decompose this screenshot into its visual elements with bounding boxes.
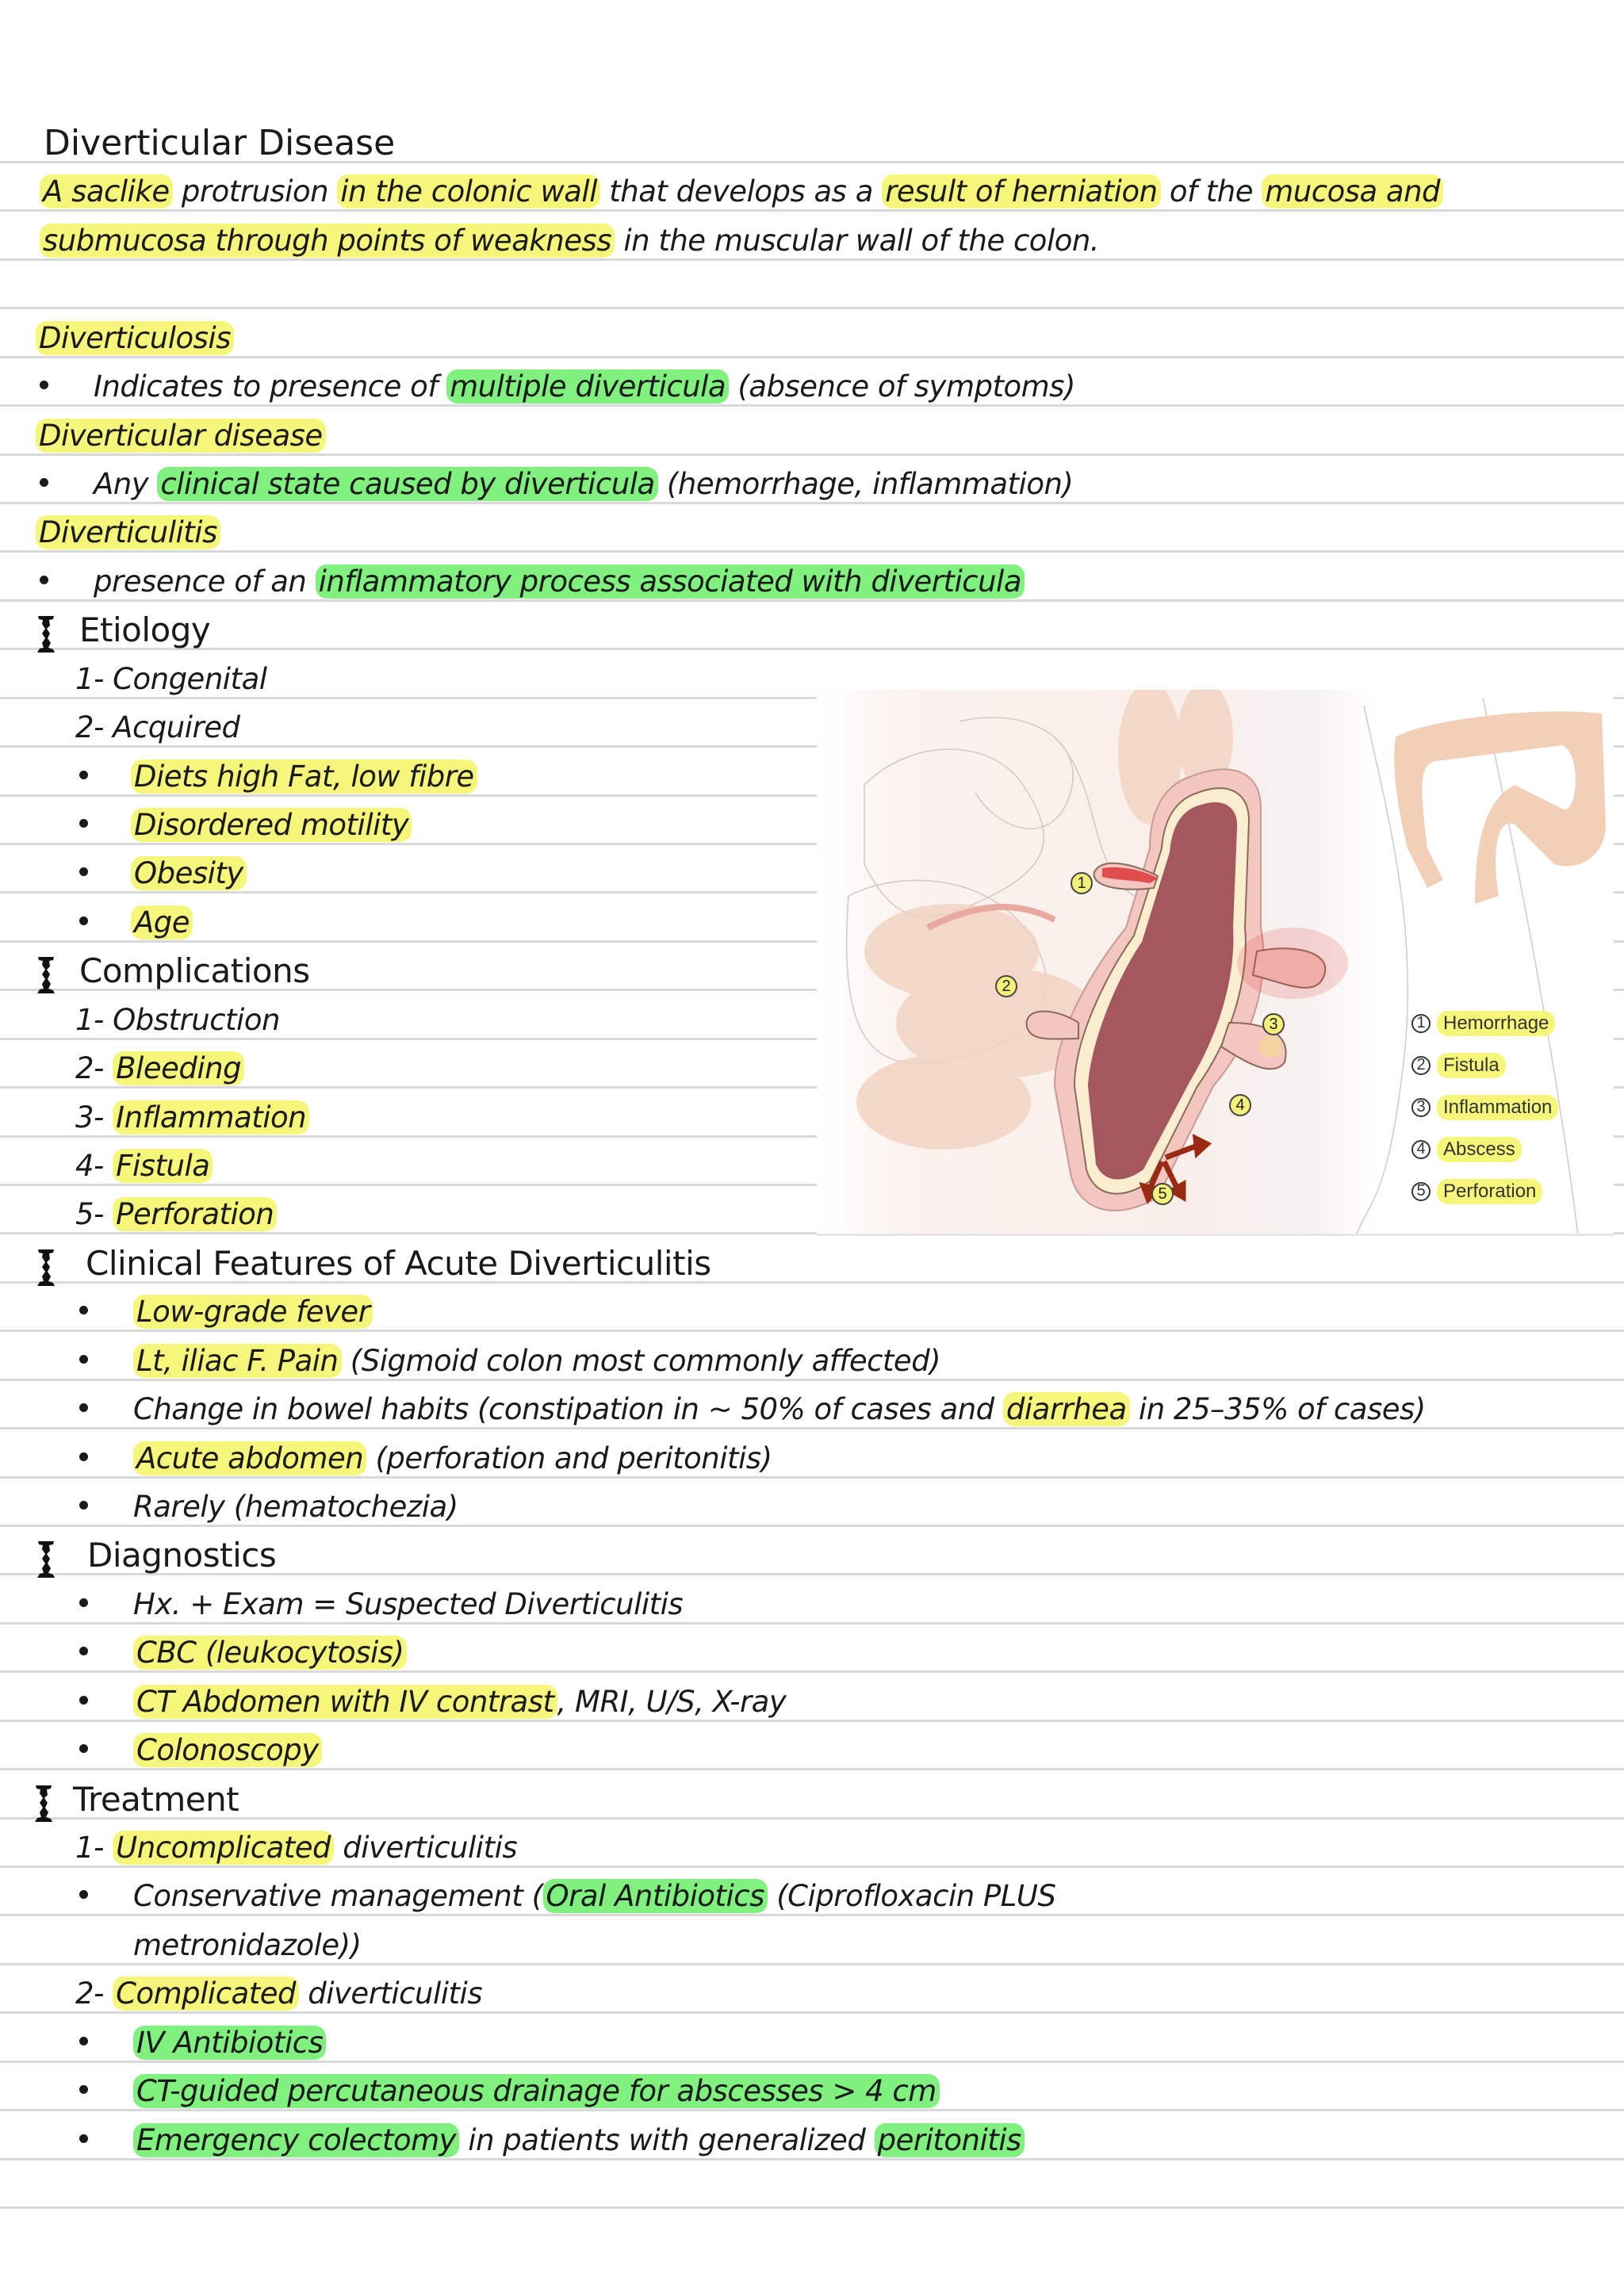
text-segment: (hemorrhage, inflammation)	[657, 467, 1074, 501]
highlight-yellow: Bleeding	[113, 1051, 244, 1085]
legend-number: 1	[1411, 1014, 1431, 1033]
numbered-item	[75, 1192, 277, 1237]
highlight-yellow: Low-grade fever	[133, 1295, 373, 1329]
ruled-line	[1614, 1232, 1624, 1234]
bullet-dot	[79, 916, 88, 925]
numbered-item	[75, 1826, 517, 1870]
legend-item	[1411, 1170, 1602, 1212]
list-item	[133, 2021, 326, 2065]
list-item	[133, 1387, 1426, 1432]
term-description	[94, 365, 1075, 409]
highlight-yellow: in the colonic wall	[337, 174, 600, 209]
text-segment: (absence of symptoms)	[729, 369, 1075, 404]
legend-number: 2	[1411, 1056, 1431, 1075]
list-item	[133, 1339, 940, 1383]
list-item	[133, 1728, 322, 1773]
highlight-yellow: result of herniation	[882, 174, 1160, 209]
ruled-line	[1614, 843, 1624, 845]
bullet-dot	[79, 1355, 88, 1364]
text-segment: 1-	[75, 1831, 113, 1865]
bullet-dot	[79, 1452, 88, 1461]
text-segment: Rarely (hematochezia)	[133, 1490, 458, 1524]
highlight-yellow: Age	[131, 905, 193, 939]
legend-label: Inflammation	[1437, 1095, 1558, 1120]
list-item	[133, 1485, 458, 1529]
legend-item	[1411, 1128, 1602, 1170]
ruled-line	[0, 356, 1624, 358]
text-segment: 4-	[75, 1149, 113, 1183]
section-heading-clinical-features	[86, 1242, 711, 1286]
list-item	[133, 2118, 1025, 2163]
bullet-dot	[79, 1306, 88, 1314]
marker-3: 3	[1262, 1013, 1285, 1035]
highlight-green: Oral Antibiotics	[543, 1879, 768, 1913]
text-segment: diverticulitis	[299, 1976, 483, 2011]
highlight-yellow: Complicated	[113, 1976, 299, 2011]
text-segment: Diverticular Disease	[44, 123, 396, 163]
list-item	[133, 1290, 373, 1334]
term-heading	[36, 511, 220, 555]
bullet-dot	[79, 2134, 88, 2143]
text-segment: that develops as a	[600, 174, 883, 209]
legend-label: Perforation	[1437, 1179, 1542, 1204]
legend-number: 3	[1411, 1098, 1431, 1117]
bullet-dot	[40, 576, 48, 584]
numbered-item	[75, 1047, 244, 1091]
list-item	[131, 901, 193, 945]
text-segment: of the	[1160, 174, 1262, 209]
bullet-dot	[79, 771, 88, 779]
text-segment: 1-	[75, 1003, 113, 1037]
text-segment: metronidazole))	[133, 1928, 362, 1962]
section-heading-complications	[79, 949, 310, 993]
highlight-green: Emergency colectomy	[133, 2123, 459, 2157]
section-heading-treatment	[73, 1777, 239, 1822]
numbered-item	[75, 998, 280, 1043]
highlight-green: clinical state caused by diverticula	[157, 467, 657, 501]
numbered-item	[75, 1972, 482, 2016]
highlight-green: IV Antibiotics	[133, 2026, 326, 2060]
legend-number: 4	[1411, 1140, 1431, 1159]
ruled-line	[1614, 940, 1624, 943]
marker-2: 2	[995, 975, 1017, 997]
text-segment: Indicates to presence of	[94, 369, 447, 404]
text-segment: Complications	[79, 951, 310, 990]
numbered-item	[75, 1144, 213, 1188]
ruled-line	[0, 891, 817, 894]
legend-item	[1411, 1086, 1602, 1128]
list-item	[133, 1437, 772, 1481]
bullet-dot	[79, 1647, 88, 1655]
bullet-dot	[79, 1744, 88, 1753]
ruled-line	[1614, 697, 1624, 699]
text-segment: Obstruction	[113, 1003, 280, 1037]
text-segment: Clinical Features of Acute Diverticulitis	[86, 1244, 711, 1283]
text-segment: diverticulitis	[334, 1831, 518, 1865]
bullet-dot	[79, 2037, 88, 2045]
list-item	[133, 1680, 786, 1724]
numbered-item	[75, 1096, 309, 1140]
numbered-item	[75, 657, 267, 702]
legend-label: Hemorrhage	[1437, 1011, 1555, 1036]
ruled-line	[1614, 891, 1624, 894]
bullet-dot	[79, 1598, 88, 1607]
numbered-item	[75, 706, 240, 750]
ruled-line	[1614, 794, 1624, 797]
section-heading-diagnostics	[87, 1533, 276, 1578]
highlight-yellow: diarrhea	[1003, 1392, 1130, 1426]
section-marker-icon	[36, 1248, 56, 1288]
legend-item	[1411, 1002, 1602, 1044]
highlight-green: peritonitis	[875, 2123, 1025, 2157]
section-heading-etiology	[79, 608, 210, 652]
term-heading	[36, 414, 326, 458]
highlight-green: CT-guided percutaneous drainage for abscesses > 4 cm	[133, 2074, 940, 2108]
bullet-dot	[40, 478, 48, 487]
text-segment: presence of an	[94, 564, 316, 599]
illustration-legend	[1411, 1002, 1602, 1212]
ruled-line	[1614, 1086, 1624, 1089]
text-segment: 3-	[75, 1100, 113, 1135]
highlight-yellow: Inflammation	[113, 1100, 309, 1135]
highlight-yellow: Perforation	[113, 1197, 277, 1231]
term-heading	[36, 316, 234, 361]
legend-number: 5	[1411, 1182, 1431, 1201]
highlight-yellow: mucosa and	[1262, 174, 1443, 209]
list-item-continuation	[133, 1923, 362, 1968]
text-segment: Diagnostics	[87, 1536, 277, 1575]
legend-item	[1411, 1044, 1602, 1086]
section-marker-icon	[36, 614, 56, 654]
bullet-dot	[79, 1403, 88, 1412]
text-segment: in 25–35% of cases)	[1129, 1392, 1426, 1426]
illustration-border	[817, 1234, 1614, 1236]
section-marker-icon	[33, 1784, 54, 1823]
text-segment: (perforation and peritonitis)	[366, 1441, 772, 1475]
highlight-yellow: Colonoscopy	[133, 1733, 322, 1767]
highlight-yellow: Fistula	[113, 1149, 213, 1183]
highlight-green: multiple diverticula	[446, 369, 729, 404]
text-segment: Change in bowel habits (constipation in ~ 50% of cases and	[133, 1392, 1003, 1426]
ruled-line	[0, 648, 1624, 650]
ruled-line	[0, 1817, 1624, 1820]
text-segment: in the muscular wall of the colon.	[615, 224, 1100, 258]
highlight-yellow: submucosa through points of weakness	[40, 224, 615, 258]
section-marker-icon	[36, 955, 56, 995]
bullet-dot	[79, 1696, 88, 1705]
highlight-yellow: Obesity	[131, 856, 247, 890]
ruled-line	[0, 2206, 1624, 2209]
highlight-yellow: A saclike	[40, 174, 173, 209]
text-segment: , MRI, U/S, X-ray	[557, 1685, 787, 1719]
bullet-dot	[79, 2085, 88, 2094]
text-segment: 2-	[75, 1051, 113, 1085]
legend-label: Abscess	[1437, 1137, 1522, 1162]
text-segment: Etiology	[79, 610, 211, 649]
marker-1: 1	[1071, 872, 1093, 894]
text-segment: Hx. + Exam = Suspected Diverticulitis	[133, 1587, 684, 1621]
term-description	[94, 462, 1073, 507]
ruled-line	[1614, 1135, 1624, 1138]
bullet-dot	[79, 819, 88, 828]
text-segment: in patients with generalized	[459, 2123, 875, 2157]
highlight-yellow: Uncomplicated	[113, 1831, 334, 1865]
list-item	[131, 851, 247, 896]
text-segment: Any	[94, 467, 158, 501]
ruled-line	[1614, 989, 1624, 991]
ruled-line	[0, 940, 817, 943]
definition-line	[40, 219, 1099, 263]
bullet-dot	[40, 381, 48, 389]
highlight-yellow: Diverticulitis	[36, 515, 220, 549]
highlight-yellow: Lt, iliac F. Pain	[133, 1344, 342, 1378]
text-segment: (Sigmoid colon most commonly affected)	[341, 1344, 941, 1378]
page-title	[44, 121, 395, 166]
list-item	[133, 1631, 407, 1675]
text-segment: Treatment	[73, 1780, 239, 1819]
list-item	[131, 755, 477, 799]
bullet-dot	[79, 1501, 88, 1510]
highlight-green: inflammatory process associated with diverticula	[316, 564, 1025, 599]
text-segment: 5-	[75, 1197, 113, 1231]
text-segment: Conservative management (	[133, 1879, 543, 1913]
highlight-yellow: Acute abdomen	[133, 1441, 366, 1475]
bullet-dot	[79, 867, 88, 876]
text-segment: 2-	[75, 1976, 113, 2011]
list-item	[133, 2069, 940, 2114]
highlight-yellow: Diets high Fat, low fibre	[131, 760, 477, 794]
definition-line	[40, 170, 1443, 214]
list-item	[133, 1582, 683, 1627]
ruled-line	[1614, 745, 1624, 748]
list-item	[131, 803, 412, 848]
section-marker-icon	[36, 1540, 56, 1579]
bullet-dot	[79, 1890, 88, 1899]
marker-5: 5	[1151, 1183, 1174, 1205]
highlight-yellow: Diverticular disease	[36, 419, 326, 453]
term-description	[94, 560, 1025, 604]
text-segment: 2- Acquired	[75, 710, 240, 744]
text-segment: protrusion	[172, 174, 338, 209]
ruled-line	[0, 307, 1624, 309]
ruled-line	[1614, 1038, 1624, 1040]
highlight-yellow: CBC (leukocytosis)	[133, 1636, 407, 1670]
ruled-line	[1614, 1184, 1624, 1186]
highlight-yellow: CT Abdomen with IV contrast	[133, 1685, 557, 1719]
highlight-yellow: Diverticulosis	[36, 321, 234, 355]
text-segment: 1- Congenital	[75, 662, 267, 696]
legend-label: Fistula	[1437, 1053, 1506, 1078]
text-segment: (Ciprofloxacin PLUS	[767, 1879, 1056, 1913]
list-item	[133, 1874, 1055, 1919]
highlight-yellow: Disordered motility	[131, 808, 412, 842]
ruled-line	[0, 550, 1624, 553]
marker-4: 4	[1229, 1094, 1251, 1116]
